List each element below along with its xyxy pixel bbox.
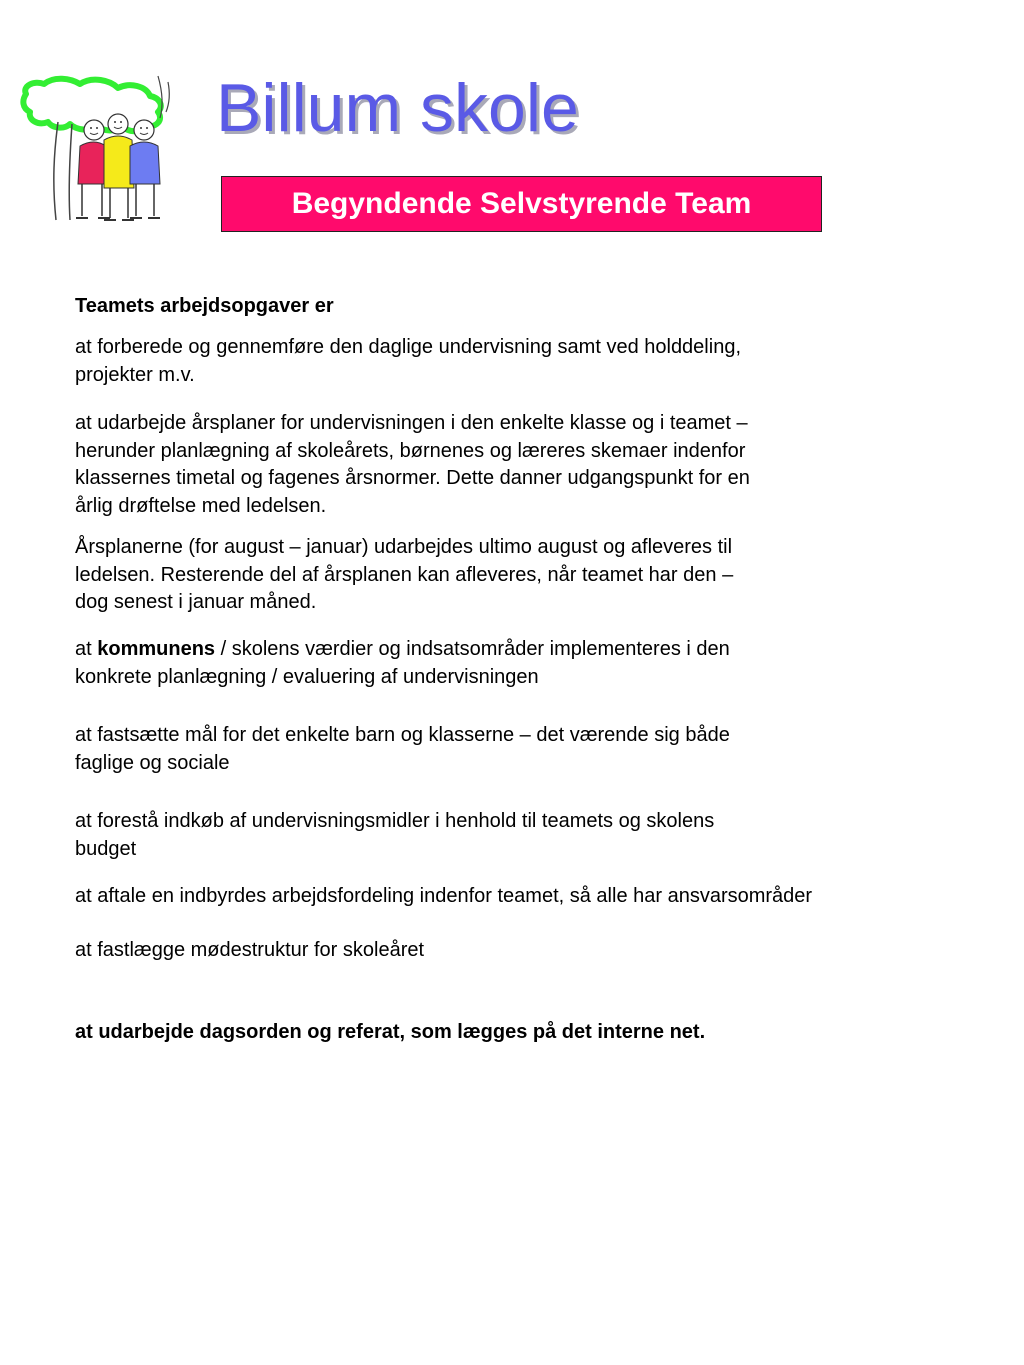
- task-item: [75, 334, 975, 389]
- task-line: at forestå indkøb af undervisningsmidler i henhold til teamets og skolens: [75, 810, 715, 832]
- task-line: Årsplanerne (for august – januar) udarbejdes ultimo august og afleveres til: [75, 536, 733, 558]
- task-line: at fastsætte mål for det enkelte barn og klasserne – det værende sig både: [75, 724, 730, 746]
- task-text: / skolens værdier og indsatsområder implementeres i den: [215, 638, 730, 660]
- school-title: Billum skole: [216, 70, 579, 146]
- task-line: dog senest i januar måned.: [75, 591, 317, 613]
- task-line: konkrete planlægning / evaluering af undervisningen: [75, 665, 539, 688]
- task-line: budget: [75, 837, 137, 860]
- task-line: projekter m.v.: [75, 363, 195, 386]
- task-line: ledelsen. Resterende del af årsplanen kan afleveres, når teamet har den –: [75, 563, 734, 586]
- task-item: [75, 722, 975, 777]
- task-line: klassernes timetal og fagenes årsnormer. Dette danner udgangspunkt for en: [75, 467, 750, 489]
- team-banner: [221, 176, 822, 232]
- task-text: at: [75, 638, 98, 660]
- banner-title: Begyndende Selvstyrende Team: [291, 187, 752, 220]
- task-line: at udarbejde årsplaner for undervisningen i den enkelte klasse og i teamet –: [75, 412, 748, 434]
- section-heading: Teamets arbejdsopgaver er: [75, 295, 334, 317]
- task-line: faglige og sociale: [75, 751, 230, 774]
- task-item: at fastlægge mødestruktur for skoleåret: [75, 939, 425, 961]
- task-line: herunder planlægning af skoleårets, børnenes og læreres skemaer indenfor: [75, 439, 746, 462]
- task-item: at aftale en indbyrdes arbejdsfordeling indenfor teamet, så alle har ansvarsområder: [75, 885, 813, 907]
- task-item: [75, 534, 975, 617]
- emphasis-text: kommunens: [97, 638, 216, 660]
- task-line: at forberede og gennemføre den daglige undervisning samt ved holddeling,: [75, 336, 741, 358]
- task-item-emphasis: at udarbejde dagsorden og referat, som lægges på det interne net.: [75, 1021, 706, 1043]
- task-line: årlig drøftelse med ledelsen.: [75, 494, 327, 517]
- school-logo-icon: [18, 72, 178, 232]
- task-line: [75, 636, 975, 664]
- task-item: [75, 410, 975, 520]
- task-item: [75, 636, 975, 691]
- task-item: [75, 808, 975, 863]
